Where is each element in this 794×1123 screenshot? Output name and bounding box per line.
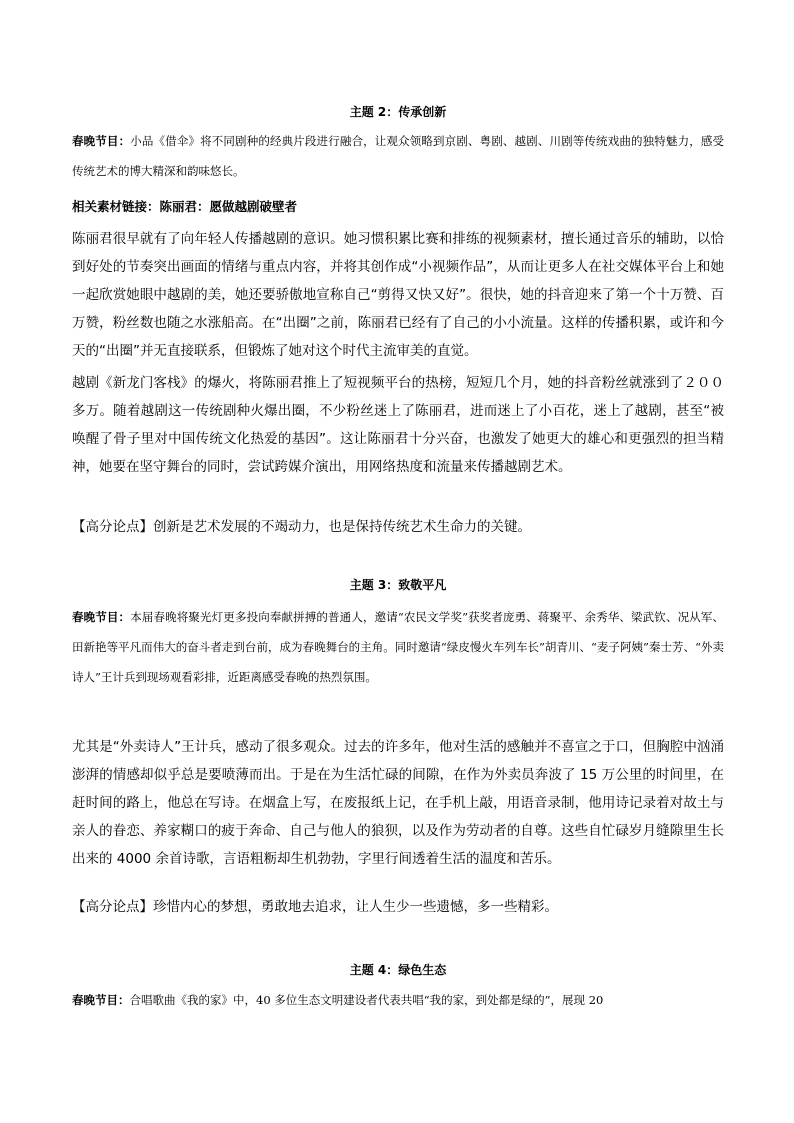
body-paragraph: 陈丽君很早就有了向年轻人传播越剧的意识。她习惯积累比赛和排练的视频素材，擅长通过音乐的辅助，以恰到好处的节奏突出画面的情绪与重点内容，并将其创作成“小视频作品”，从而让更多人在社交媒体平台上和她一起欣赏她眼中越剧的美，她还要骄傲地宣称自己“剪得又快又好”。很快，她的抖音迎来了第一个十万赞、百万赞，粉丝数也随之水涨船高。在“出圈”之前，陈丽君已经有了自己的小小流量。这样的传播积累，或许和今天的“出圈”并无直接联系，但锻炼了她对这个时代主流审美的直觉。	[72, 231, 724, 359]
program-paragraph-4	[72, 985, 724, 1015]
program-text: 本届春晚将聚光灯更多投向奉献拼搏的普通人，邀请“农民文学奖”获奖者庞勇、蒋聚平、余秀华、梁武钦、况从军、田新艳等平凡而伟大的奋斗者走到台前，成为春晚舞台的主角。同时邀请“绿皮慢火车列车长”胡青川、“麦子阿姨”秦士芳、“外卖诗人”王计兵到现场观看彩排，近距离感受春晚的热烈氛围。	[72, 610, 724, 684]
program-label: 春晚节目：	[72, 134, 131, 148]
program-paragraph-3	[72, 602, 724, 692]
key-argument: 【高分论点】珍惜内心的梦想，勇敢地去追求，让人生少一些遗憾，多一些精彩。	[72, 899, 558, 915]
section-heading-4: 主题 4：绿色生态	[349, 963, 447, 977]
body-paragraph: 尤其是“外卖诗人”王计兵，感动了很多观众。过去的许多年，他对生活的感触并不喜宣之于口，但胸腔中汹涌澎湃的情感却似乎总是要喷薄而出。于是在为生活忙碌的间隙，在作为外卖员奔波了 15 万公里的时间里，在赶时间的路上，他总在写诗。在烟盒上写，在废报纸上记，在手机上敲，用语音录制，他用诗记录着对故土与亲人的眷恋、养家糊口的疲于奔命、自己与他人的狼狈，以及作为劳动者的自尊。这些自忙碌岁月缝隙里生长出来的 4000 余首诗歌，言语粗粝却生机勃勃，字里行间透着生活的温度和苦乐。	[72, 739, 724, 867]
key-argument: 【高分论点】创新是艺术发展的不竭动力，也是保持传统艺术生命力的关键。	[72, 519, 531, 535]
section-heading-2: 主题 2：传承创新	[349, 105, 447, 119]
section-heading-3: 主题 3：致敬平凡	[349, 578, 447, 592]
program-text: 合唱歌曲《我的家》中，40 多位生态文明建设者代表共唱“我的家，到处都是绿的”，展现 20	[129, 993, 604, 1007]
program-text: 小品《借伞》将不同剧种的经典片段进行融合，让观众领略到京剧、粤剧、越剧、川剧等传统戏曲的独特魅力，感受传统艺术的博大精深和韵味悠长。	[72, 134, 725, 178]
body-paragraph: 越剧《新龙门客栈》的爆火，将陈丽君推上了短视频平台的热榜，短短几个月，她的抖音粉丝就涨到了２００多万。随着越剧这一传统剧种火爆出圈，不少粉丝迷上了陈丽君，进而迷上了小百花，迷上了越剧，甚至“被唤醒了骨子里对中国传统文化热爱的基因”。这让陈丽君十分兴奋，也激发了她更大的雄心和更强烈的担当精神，她要在坚守舞台的同时，尝试跨媒介演出，用网络热度和流量来传播越剧艺术。	[72, 375, 724, 475]
program-label: 春晚节目：	[72, 610, 131, 624]
program-label: 春晚节目：	[72, 993, 130, 1007]
material-link-heading: 相关素材链接：陈丽君：愿做越剧破壁者	[72, 199, 298, 214]
program-paragraph-2	[72, 126, 724, 186]
